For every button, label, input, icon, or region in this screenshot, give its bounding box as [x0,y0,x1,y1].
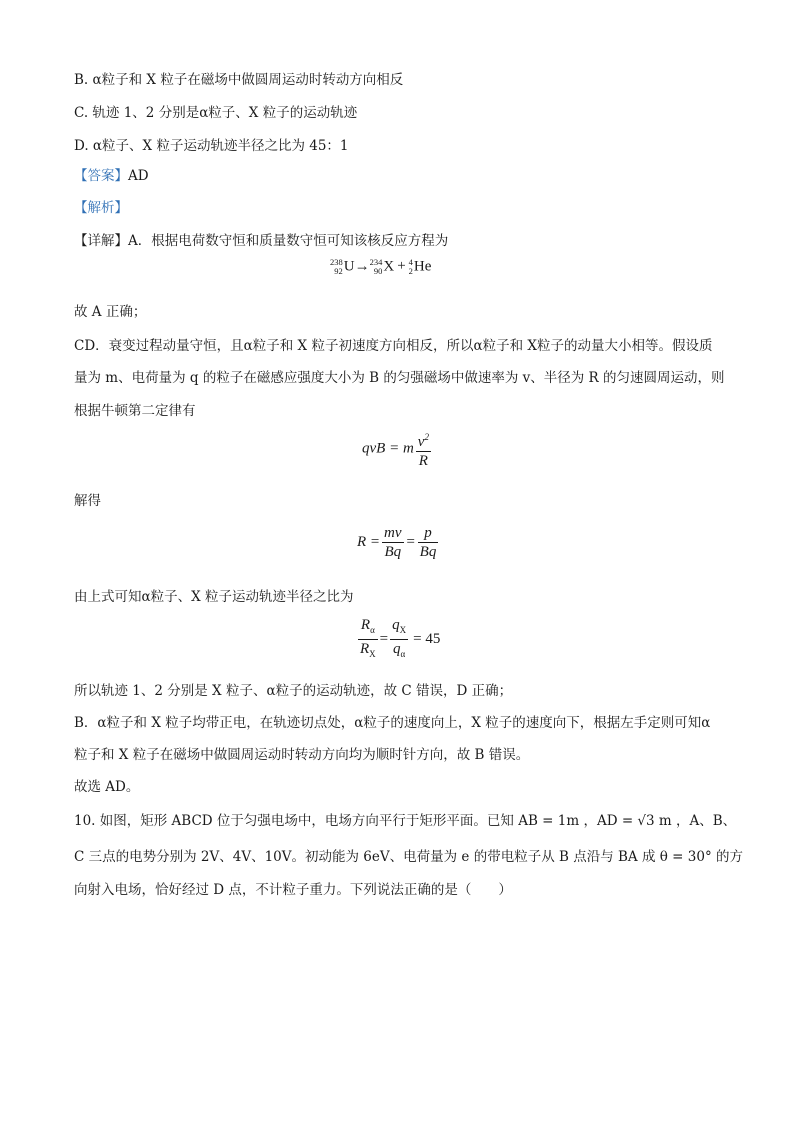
solve-label: 解得 [74,493,101,509]
eq2-den: R [418,453,428,469]
eq3-num2: p [418,524,439,543]
u-symbol: U [343,258,355,275]
eq3-den1: Bq [384,544,402,560]
cd-line-3: 根据牛顿第二定律有 [74,403,196,419]
eq3-den2: Bq [419,544,437,560]
x-symbol: X [383,258,395,275]
answer-tag: 【答案】 [74,168,128,184]
detail-line [74,229,448,249]
eq3-num1: mv [384,525,402,541]
arrow: → [354,258,370,275]
eq2-lhs: qvB = m [362,440,414,457]
eq4-den1: R [360,641,370,657]
eq4-result: = 45 [413,630,441,647]
ratio-intro: 由上式可知α粒子、X 粒子运动轨迹半径之比为 [74,589,354,605]
q10-line-3: 向射入电场，恰好经过 D 点，不计粒子重力。下列说法正确的是（ ） [74,882,512,898]
cd-line-1: CD．衰变过程动量守恒，且α粒子和 X 粒子初速度方向相反，所以α粒子和 X粒子的动量大小相等。假设质 [74,338,713,354]
he-symbol: He [413,258,432,275]
b-line-1: B．α粒子和 X 粒子均带正电，在轨迹切点处，α粒子的速度向上，X 粒子的速度向下，根据左手定则可知α [74,715,711,731]
b-line-2: 粒子和 X 粒子在磁场中做圆周运动时转动方向均为顺时针方向，故 B 错误。 [74,747,530,763]
eq4-eq: = [379,630,389,647]
equation-ratio [356,616,440,663]
he-mass: 4 [408,257,413,267]
q10-line-2: C 三点的电势分别为 2V、4V、10V。初动能为 6eV、电荷量为 e 的带电粒子从 B 点沿与 BA 成 θ = 30° 的方 [74,849,743,865]
answer-value: AD [128,168,149,184]
eq4-num2: q [392,617,400,633]
detail-tag: 【详解】 [74,233,128,249]
eq4-den1-sub: X [369,649,376,659]
eq4-num2-sub: X [399,625,407,635]
he-charge: 2 [408,266,413,276]
equation-radius [357,524,440,561]
q10-line-1: 10. 如图，矩形 ABCD 位于匀强电场中，电场方向平行于矩形平面。已知 AB = 1m ，AD = √3 m ，A、B、 [74,813,737,829]
eq4-den2-sub: α [400,649,406,659]
conclusion-cd: 所以轨迹 1、2 分别是 X 粒子、α粒子的运动轨迹，故 C 错误，D 正确； [74,683,513,699]
eq2-num-sup: 2 [424,432,429,442]
answer-line [74,164,149,184]
u-charge: 92 [334,266,343,276]
eq3-lhs: R = [357,533,381,550]
x-mass: 234 [369,257,383,267]
option-b: B. α粒子和 X 粒子在磁场中做圆周运动时转动方向相反 [74,72,404,88]
eq4-num1-sub: α [370,625,375,635]
eq4-num1: R [360,617,371,633]
eq2-num: v [417,434,425,450]
analysis-tag: 【解析】 [74,200,128,216]
u-mass: 238 [330,257,343,267]
x-charge: 90 [373,266,383,276]
detail-intro: A．根据电荷数守恒和质量数守恒可知该核反应方程为 [128,233,449,249]
plus: + [397,258,406,275]
nuclear-equation [330,258,431,276]
equation-newton [362,428,433,470]
cd-line-2: 量为 m、电荷量为 q 的粒子在磁感应强度大小为 B 的匀强磁场中做速率为 v、半径为 R 的匀速圆周运动，则 [74,370,725,386]
eq3-eq: = [405,533,416,550]
a-correct: 故 A 正确； [74,304,147,320]
choose-line: 故选 AD。 [74,779,140,795]
option-c: C. 轨迹 1、2 分别是α粒子、X 粒子的运动轨迹 [74,105,358,121]
eq4-den2: q [393,641,401,657]
option-d: D. α粒子、X 粒子运动轨迹半径之比为 45：1 [74,138,349,154]
